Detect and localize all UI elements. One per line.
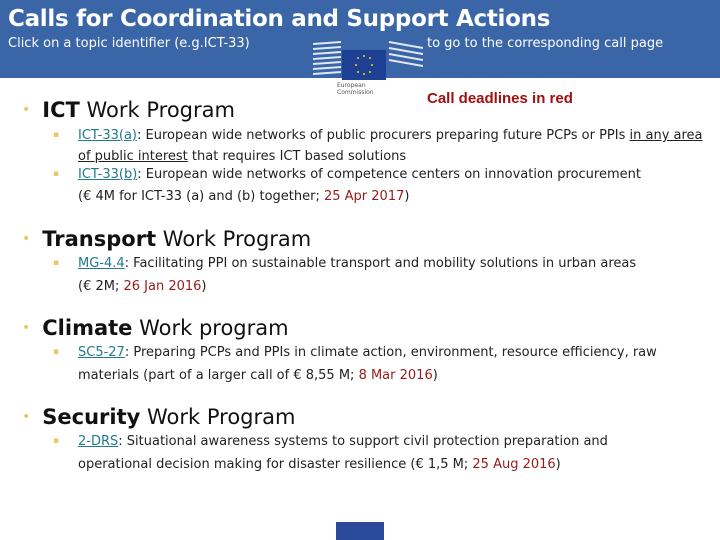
footer-flag-block (336, 522, 384, 540)
section-climate: • Climate Work program (22, 316, 289, 340)
budget-line: (€ 2M; 26 Jan 2016) (78, 279, 207, 294)
deadline-note: Call deadlines in red (427, 90, 573, 107)
subtitle-right: to go to the corresponding call page (427, 36, 664, 51)
topic-link[interactable]: SC5-27 (78, 345, 125, 360)
list-item: ▪ 2-DRS: Situational awareness systems to support civil protection preparation and (53, 434, 608, 449)
budget-line: materials (part of a larger call of € 8,55 M; 8 Mar 2016) (78, 368, 438, 383)
topic-link[interactable]: 2-DRS (78, 434, 119, 449)
list-item: ▪ ICT-33(a): European wide networks of public procurers preparing future PCPs or PPIs in any area of public interest that requires ICT based solutions (53, 128, 703, 164)
list-item: ▪ SC5-27: Preparing PCPs and PPIs in climate action, environment, resource efficiency, raw (53, 345, 657, 360)
ec-logo-text: European Commission (337, 82, 374, 96)
section-transport: • Transport Work Program (22, 227, 312, 251)
section-ict: • ICT Work Program (22, 98, 235, 122)
list-item: ▪ MG-4.4: Facilitating PPI on sustainable transport and mobility solutions in urban areas (53, 256, 637, 271)
section-security: • Security Work Program (22, 405, 296, 429)
budget-line: operational decision making for disaster resilience (€ 1,5 M; 25 Aug 2016) (78, 457, 561, 472)
page-title: Calls for Coordination and Support Actions (8, 6, 551, 32)
topic-link[interactable]: MG-4.4 (78, 256, 125, 271)
topic-link[interactable]: ICT-33(a) (78, 128, 138, 143)
list-item: ▪ ICT-33(b): European wide networks of competence centers on innovation procurement (53, 167, 641, 182)
eu-flag-icon (342, 50, 386, 80)
topic-link[interactable]: ICT-33(b) (78, 167, 138, 182)
subtitle-left: Click on a topic identifier (e.g.ICT-33) (8, 36, 250, 51)
budget-line: (€ 4M for ICT-33 (a) and (b) together; 25 Apr 2017) (78, 189, 410, 204)
